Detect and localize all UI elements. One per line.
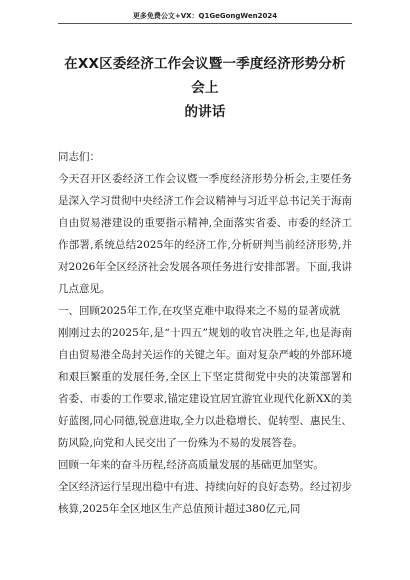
document-title — [58, 52, 352, 124]
title-line-2: 的讲话 — [184, 104, 226, 120]
page-header: 更多免费公文+VX：Q1GeGongWen2024 — [132, 12, 278, 20]
paragraph-economy: 全区经济运行呈现出稳中有进、持续向好的良好态势。经过初步核算,2025年全区地区生产总值预计超过380亿元,同 — [58, 481, 352, 515]
header-divider — [58, 23, 352, 24]
paragraph-intro: 今天召开区委经济工作会议暨一季度经济形势分析会,主要任务是深入学习贯彻中央经济工作会议精神与习近平总书记关于海南自由贸易港建设的重要指示精神,全面落实省委、市委的经济工作部署,系统总结2025年的经济工作,分析研判当前经济形势,并对2026年全区经济社会发展各项任务进行安排部署。下面,我讲几点意见。 — [58, 173, 352, 295]
salutation: 同志们： — [58, 151, 100, 163]
section-heading-1: 一、回顾2025年工作,在攻坚克难中取得来之不易的显著成就 — [58, 305, 341, 317]
paragraph-summary: 回顾一年来的奋斗历程,经济高质量发展的基础更加坚实。 — [58, 459, 324, 471]
title-line-1: 在XX区委经济工作会议暨一季度经济形势分析会上 — [64, 56, 346, 96]
paragraph-review: 刚刚过去的2025年,是“十四五”规划的收官决胜之年,也是海南自由贸易港全岛封关运作的关键之年。面对复杂严峻的外部环境和艰巨繁重的发展任务,全区上下坚定贯彻党中央的决策部署和省委、市委的工作要求,锚定建设宜居宜游宜业现代化新XX的美好蓝图,同心同德,锐意进取,全力以赴稳增长、促转型、惠民生、防风险,向党和人民交出了一份殊为不易的发展答卷。 — [58, 327, 352, 449]
